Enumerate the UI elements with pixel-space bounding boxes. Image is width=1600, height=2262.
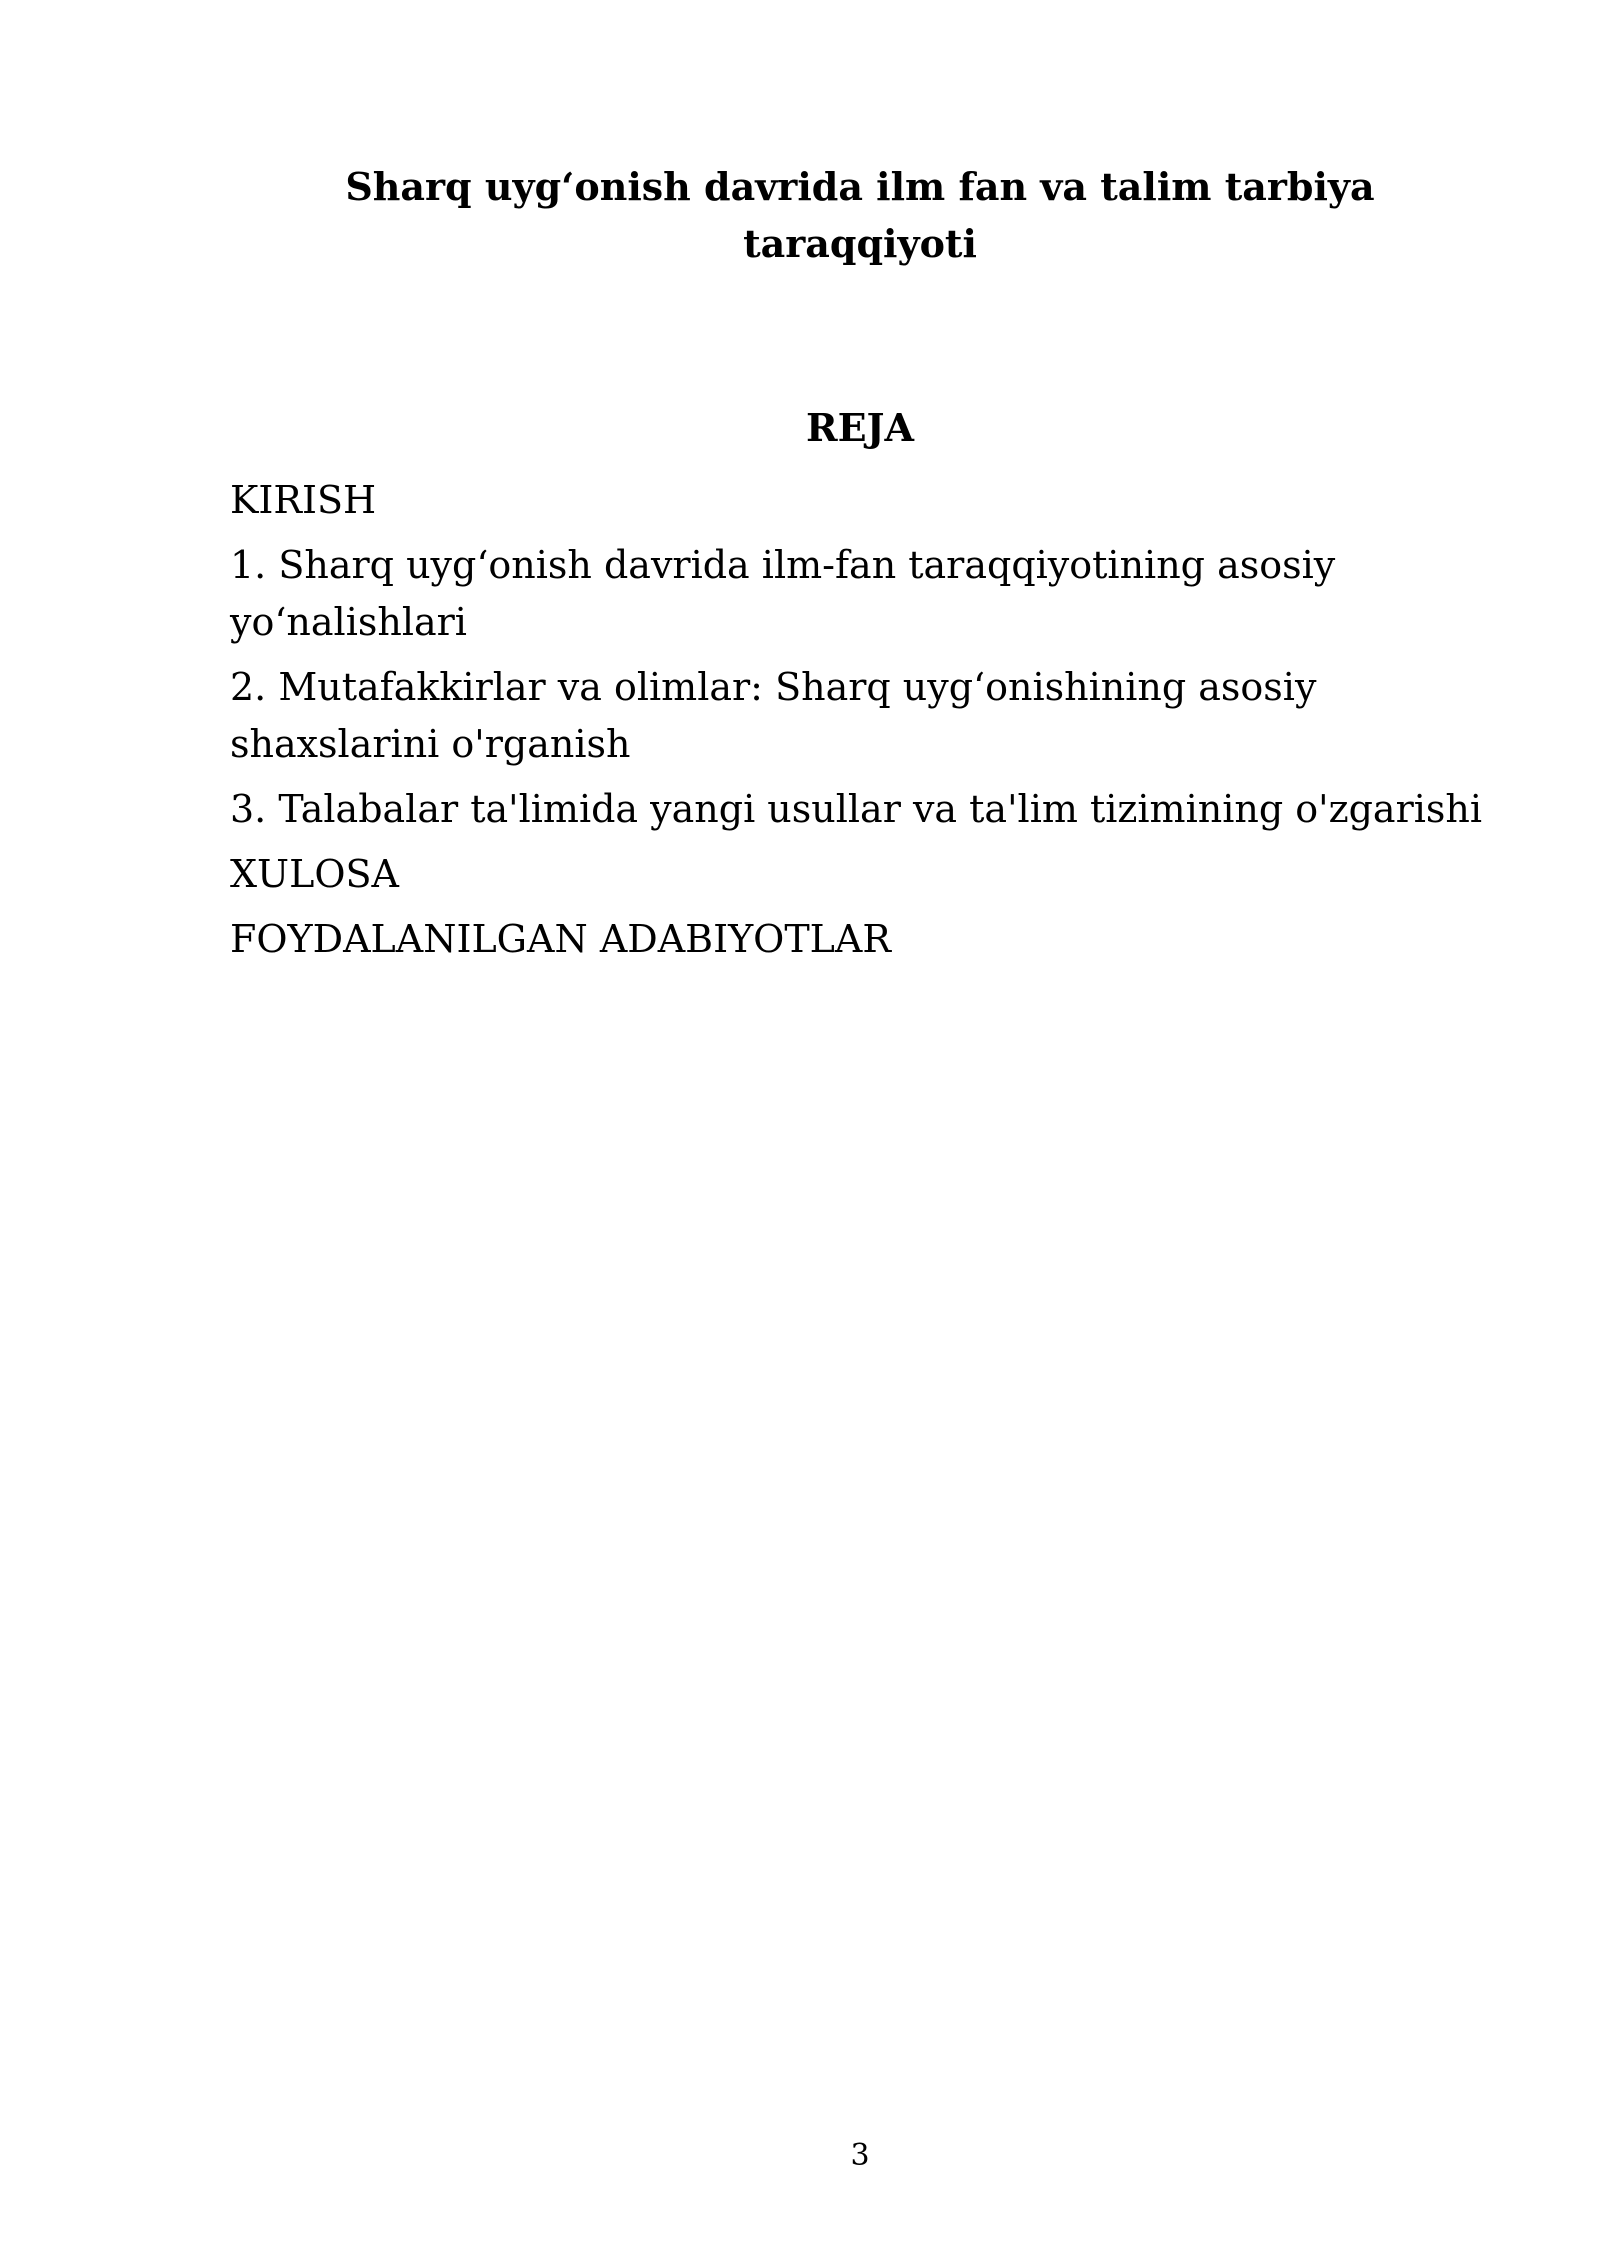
plan-item-introduction: KIRISH — [230, 478, 377, 522]
plan-item-2: 2. Mutafakkirlar va olimlar: Sharq uyg‘onishining asosiy shaxslarini o'rganish — [230, 665, 1317, 766]
plan-list — [230, 472, 1495, 976]
document-title: Sharq uyg‘onish davrida ilm fan va talim tarbiya taraqqiyoti — [345, 164, 1375, 266]
plan-item-3: 3. Talabalar ta'limida yangi usullar va ta'lim tizimining o'zgarishi — [230, 787, 1483, 831]
plan-item-references: FOYDALANILGAN ADABIYOTLAR — [230, 917, 891, 961]
plan-item-1: 1. Sharq uyg‘onish davrida ilm-fan taraqqiyotining asosiy yo‘nalishlari — [230, 543, 1336, 644]
page-number: 3 — [850, 2138, 870, 2173]
plan-heading: REJA — [805, 405, 914, 450]
plan-item-conclusion: XULOSA — [230, 852, 399, 896]
